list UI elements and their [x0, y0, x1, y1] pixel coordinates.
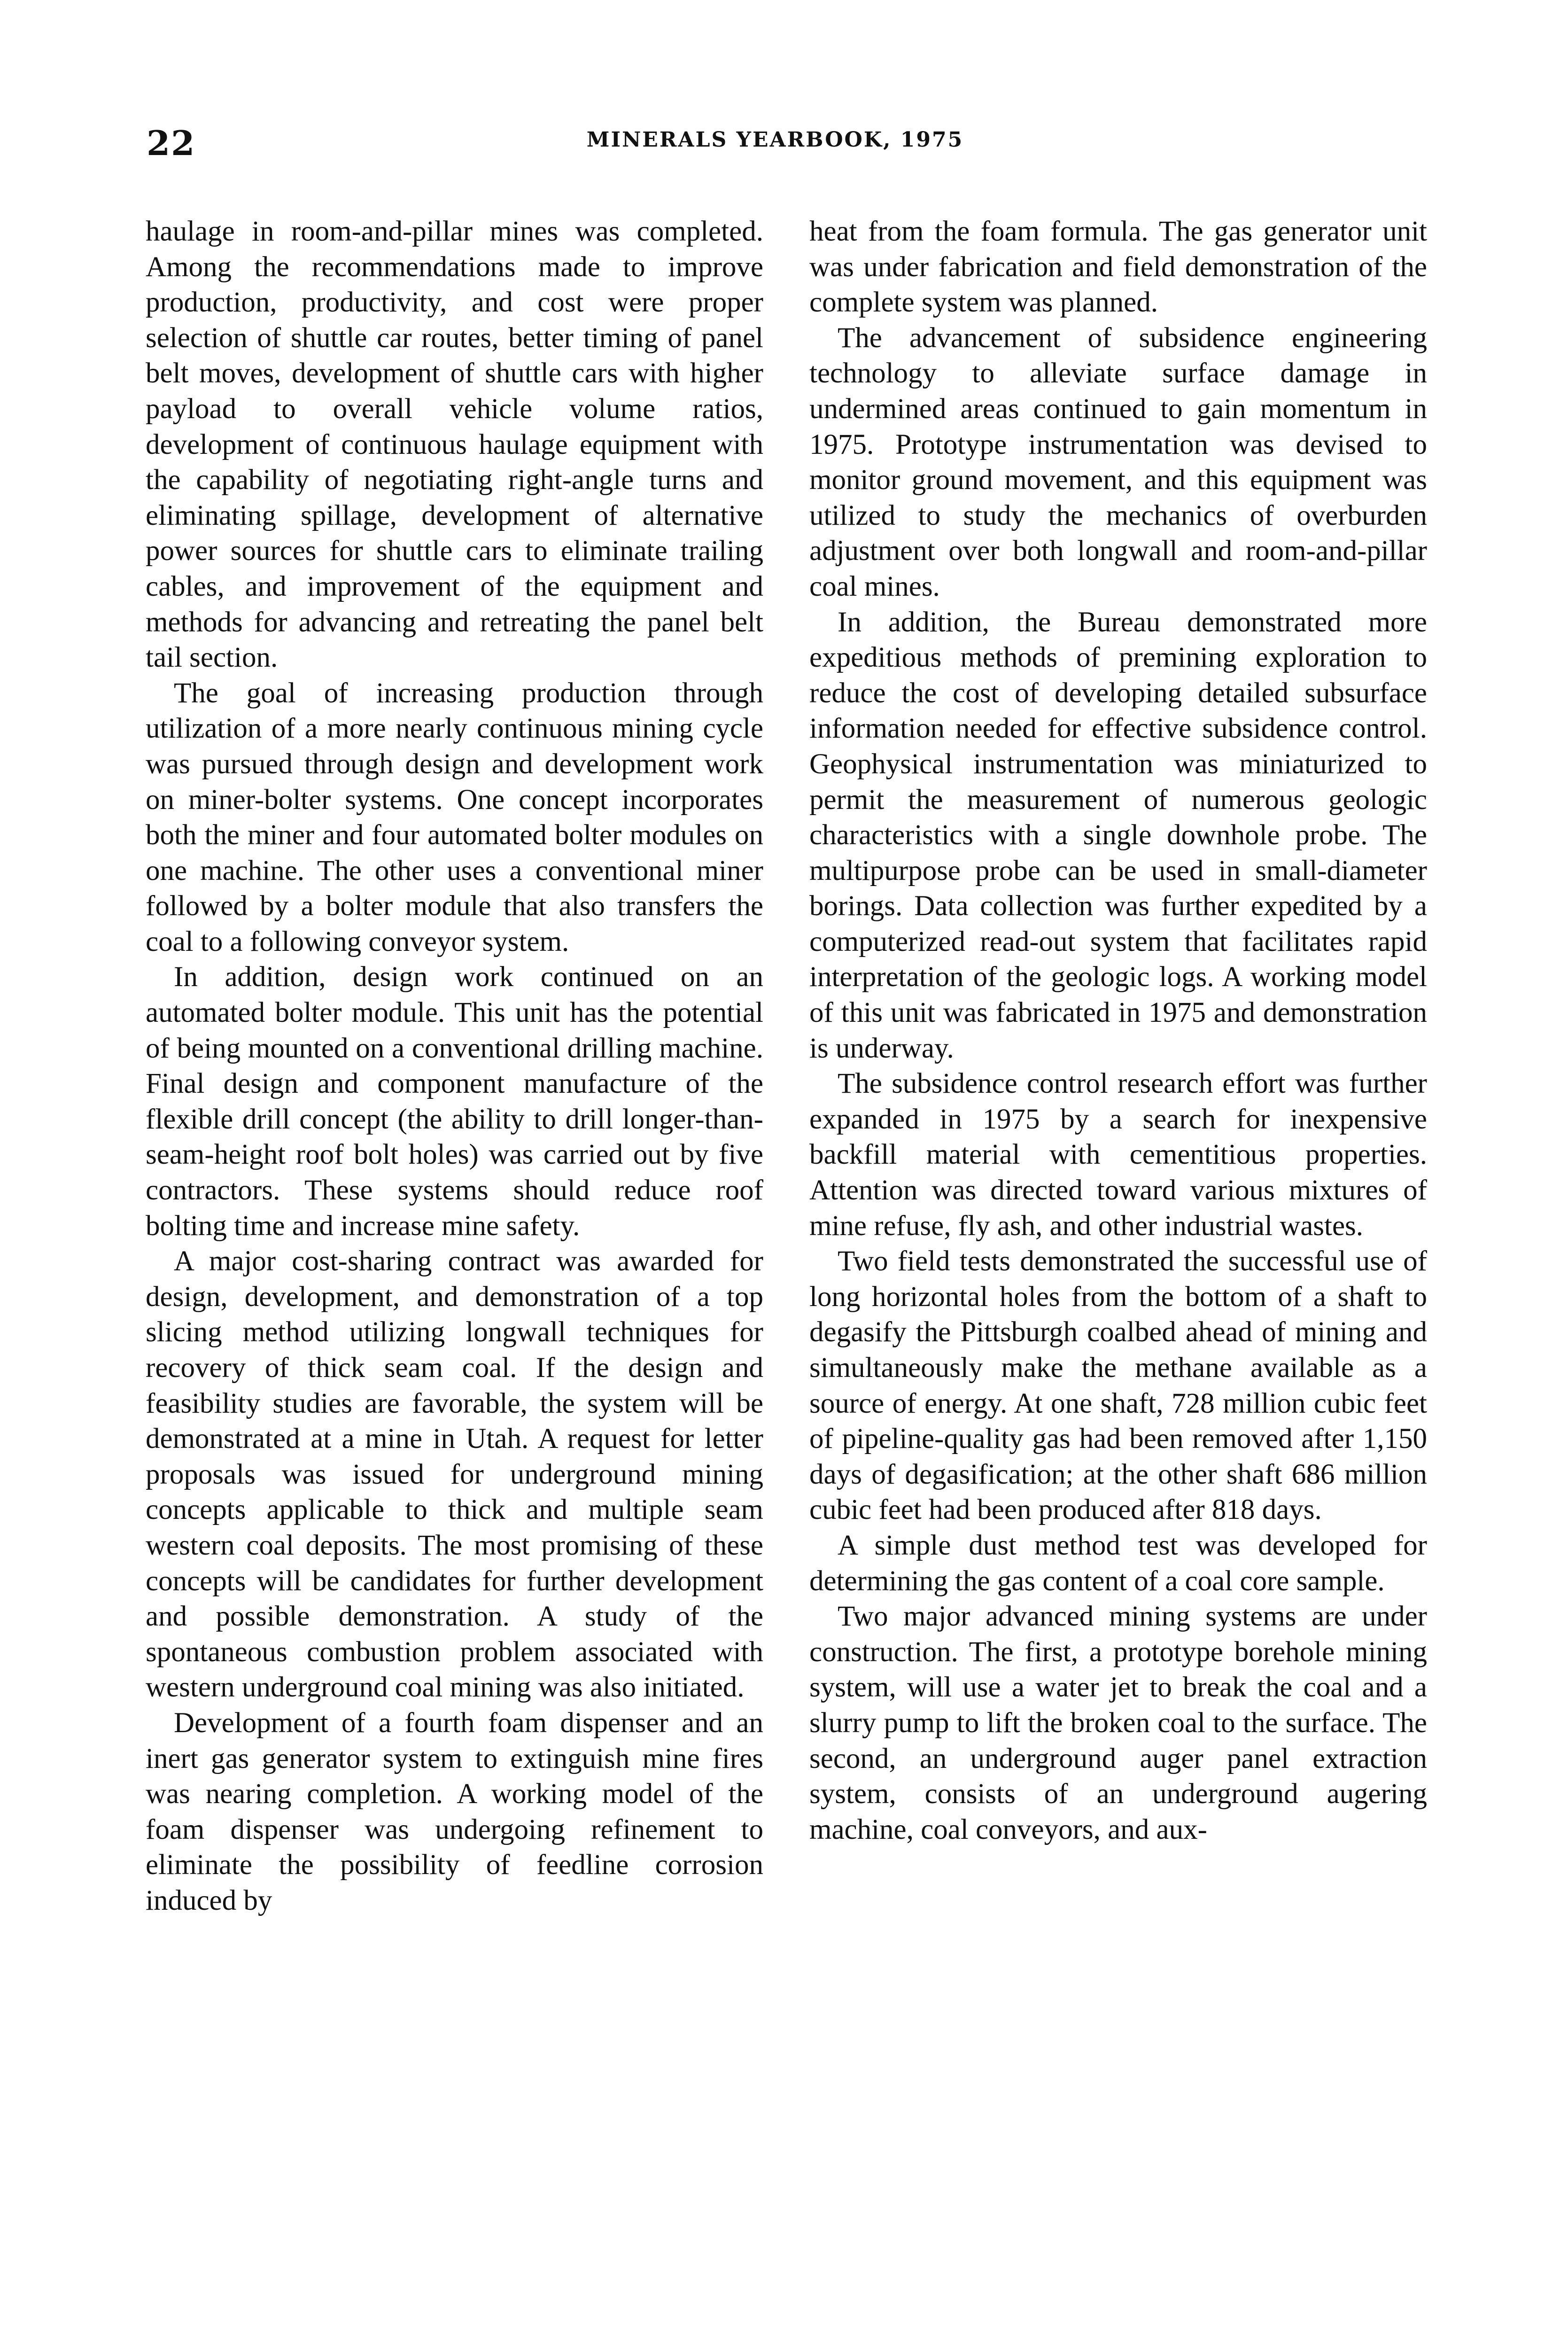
right-paragraph-7: Two major advanced mining systems are under construction. The first, a prototype borehole mining system, will use a water jet to break the coal and a slurry pump to lift the broken coal to the surface. The second, an underground auger panel extraction system, consists of an underground augering machine, coal conveyors, and aux-	[809, 1601, 1427, 1845]
right-paragraph-1: heat from the foam formula. The gas generator unit was under fabrication and field demonstration of the complete system was planned.	[809, 216, 1427, 319]
left-paragraph-5: Development of a fourth foam dispenser and an inert gas generator system to extinguish mine fires was nearing completion. A working model of the foam dispenser was undergoing refinement to eliminate the possibility of feedline corrosion induced by	[146, 1707, 763, 1916]
right-paragraph-5: Two field tests demonstrated the successful use of long horizontal holes from the bottom of a shaft to degasify the Pittsburgh coalbed ahead of mining and simultaneously make the methane available as a source of energy. At one shaft, 728 million cubic feet of pipeline-quality gas had been removed after 1,150 days of degasification; at the other shaft 686 million cubic feet had been produced after 818 days.	[809, 1245, 1427, 1526]
right-paragraph-3: In addition, the Bureau demonstrated more expeditious methods of premining exploration to reduce the cost of developing detailed subsurface information needed for effective subsidence control. Geophysical instrumentation was miniaturized to permit the measurement of numerous geologic characteristics with a single downhole probe. The multipurpose probe can be used in small-diameter borings. Data collection was further expedited by a computerized read-out system that facilitates rapid interpretation of the geologic logs. A working model of this unit was fabricated in 1975 and demonstration is underway.	[809, 606, 1427, 1064]
right-paragraph-4: The subsidence control research effort was further expanded in 1975 by a search for inexpensive backfill material with cementitious properties. Attention was directed toward various mixtures of mine refuse, fly ash, and other industrial wastes.	[809, 1068, 1427, 1242]
right-paragraph-6: A simple dust method test was developed for determining the gas content of a coal core sample.	[809, 1529, 1427, 1597]
left-column	[146, 214, 763, 1919]
left-paragraph-3: In addition, design work continued on an automated bolter module. This unit has the potential of being mounted on a conventional drilling machine. Final design and component manufacture of the flexible drill concept (the ability to drill longer-than-seam-height roof bolt holes) was carried out by five contractors. These systems should reduce roof bolting time and increase mine safety.	[146, 961, 763, 1242]
page-number: 22	[147, 123, 196, 163]
left-paragraph-1: haulage in room-and-pillar mines was completed. Among the recommendations made to improve production, productivity, and cost were proper selection of shuttle car routes, better timing of panel belt moves, development of shuttle cars with higher payload to overall vehicle volume ratios, development of continuous haulage equipment with the capability of negotiating right-angle turns and eliminating spillage, development of alternative power sources for shuttle cars to eliminate trailing cables, and improvement of the equipment and methods for advancing and retreating the panel belt tail section.	[146, 216, 763, 674]
left-paragraph-4: A major cost-sharing contract was awarded for design, development, and demonstration of a top slicing method utilizing longwall techniques for recovery of thick seam coal. If the design and feasibility studies are favorable, the system will be demonstrated at a mine in Utah. A request for letter proposals was issued for underground mining concepts applicable to thick and multiple seam western coal deposits. The most promising of these concepts will be candidates for further development and possible demonstration. A study of the spontaneous combustion problem associated with western underground coal mining was also initiated.	[146, 1245, 763, 1703]
right-paragraph-2: The advancement of subsidence engineering technology to alleviate surface damage in undermined areas continued to gain momentum in 1975. Prototype instrumentation was devised to monitor ground movement, and this equipment was utilized to study the mechanics of overburden adjustment over both longwall and room-and-pillar coal mines.	[809, 322, 1427, 602]
running-title: MINERALS YEARBOOK, 1975	[586, 128, 964, 152]
left-paragraph-2: The goal of increasing production through utilization of a more nearly continuous mining cycle was pursued through design and development work on miner-bolter systems. One concept incorporates both the miner and four automated bolter modules on one machine. The other uses a conventional miner followed by a bolter module that also transfers the coal to a following conveyor system.	[146, 677, 763, 957]
right-column	[809, 214, 1427, 1847]
